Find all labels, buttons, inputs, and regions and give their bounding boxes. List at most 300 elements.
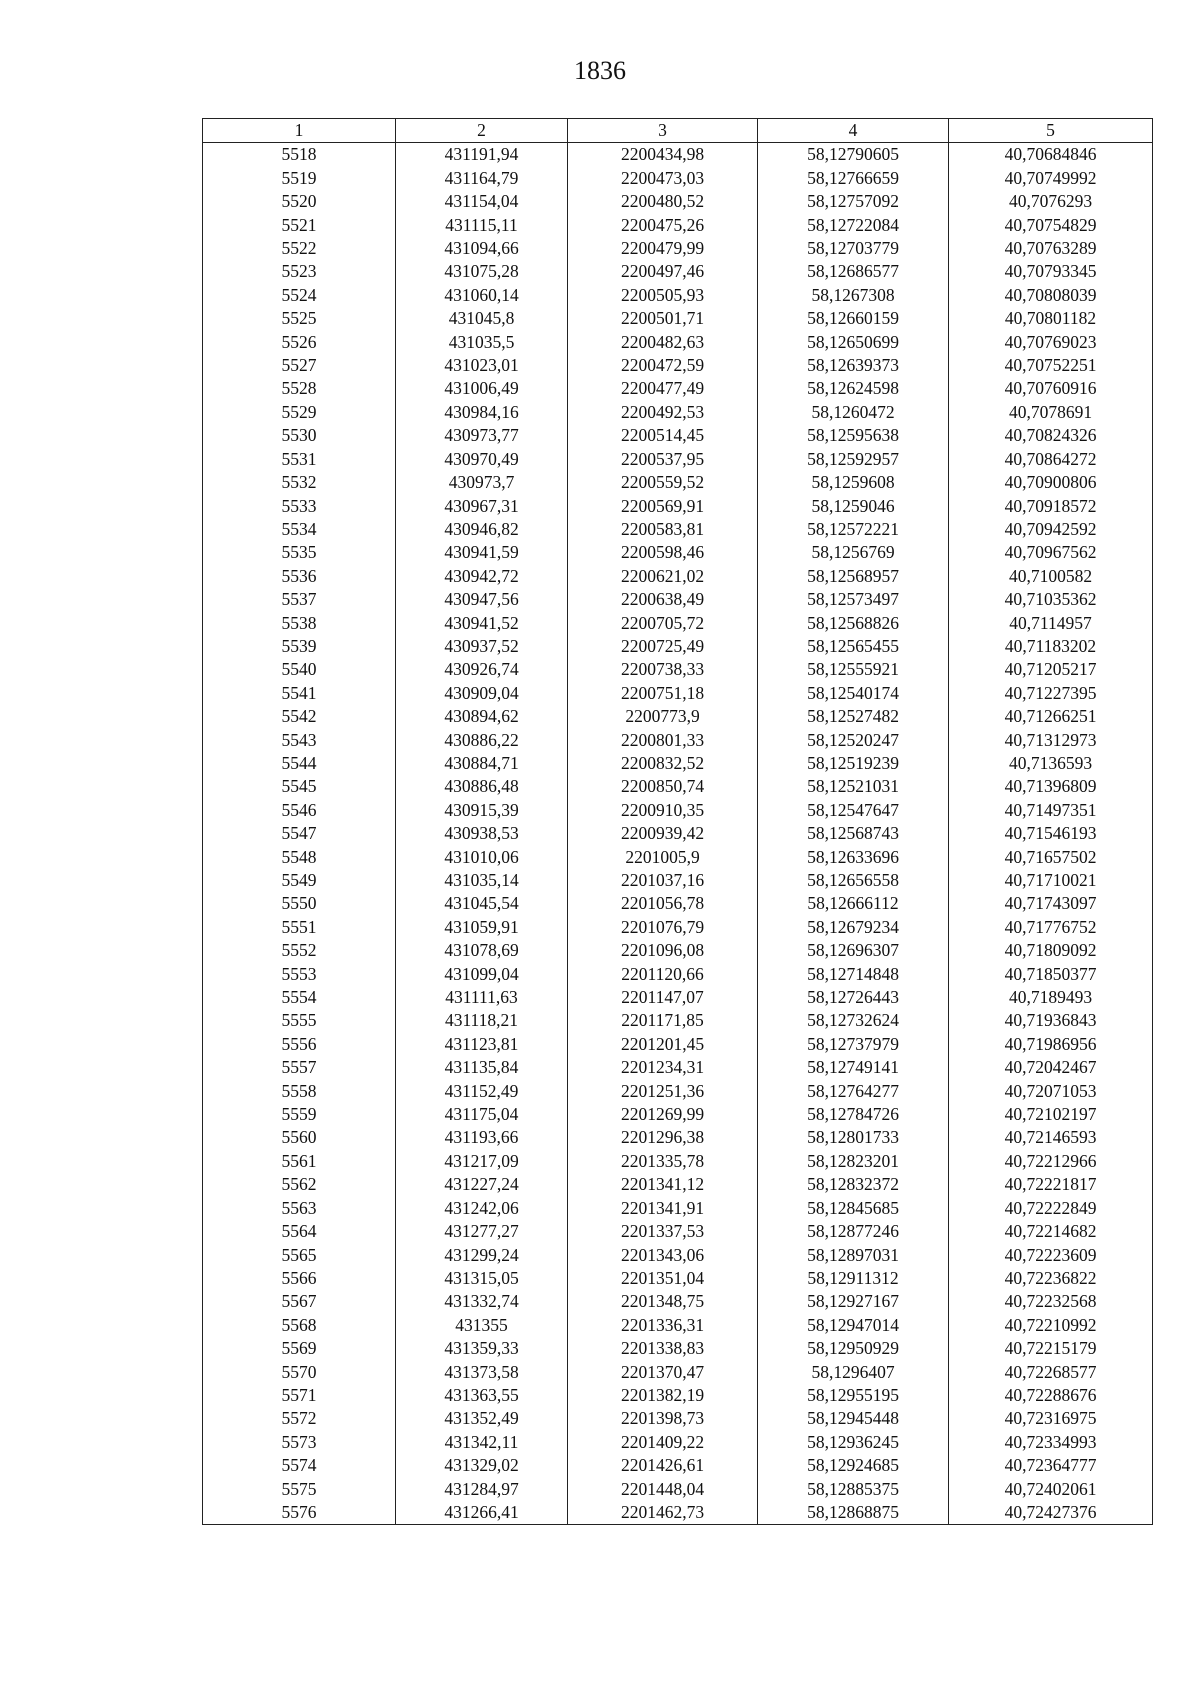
coordinates-table	[202, 118, 1153, 1525]
latitude-cell: 58,1296407	[758, 1361, 949, 1384]
longitude-cell: 40,70801182	[949, 307, 1153, 330]
table-row	[203, 869, 1153, 892]
longitude-cell: 40,71936843	[949, 1009, 1153, 1032]
point-number-cell: 5551	[203, 916, 396, 939]
latitude-cell: 58,12877246	[758, 1220, 949, 1243]
longitude-cell: 40,71546193	[949, 822, 1153, 845]
y-coordinate-cell: 2201338,83	[568, 1337, 758, 1360]
point-number-cell: 5531	[203, 448, 396, 471]
y-coordinate-cell: 2201348,75	[568, 1290, 758, 1313]
y-coordinate-cell: 2201370,47	[568, 1361, 758, 1384]
longitude-cell: 40,70760916	[949, 377, 1153, 400]
y-coordinate-cell: 2201147,07	[568, 986, 758, 1009]
x-coordinate-cell: 431266,41	[396, 1501, 568, 1525]
longitude-cell: 40,71986956	[949, 1033, 1153, 1056]
table-row	[203, 1314, 1153, 1337]
point-number-cell: 5552	[203, 939, 396, 962]
table-row	[203, 1384, 1153, 1407]
y-coordinate-cell: 2200598,46	[568, 541, 758, 564]
longitude-cell: 40,70763289	[949, 237, 1153, 260]
point-number-cell: 5559	[203, 1103, 396, 1126]
longitude-cell: 40,71809092	[949, 939, 1153, 962]
latitude-cell: 58,12790605	[758, 143, 949, 167]
point-number-cell: 5572	[203, 1407, 396, 1430]
latitude-cell: 58,12573497	[758, 588, 949, 611]
x-coordinate-cell: 430886,22	[396, 729, 568, 752]
y-coordinate-cell: 2201398,73	[568, 1407, 758, 1430]
x-coordinate-cell: 431035,14	[396, 869, 568, 892]
latitude-cell: 58,1259608	[758, 471, 949, 494]
latitude-cell: 58,12568957	[758, 565, 949, 588]
latitude-cell: 58,12666112	[758, 892, 949, 915]
y-coordinate-cell: 2201296,38	[568, 1126, 758, 1149]
table-row	[203, 448, 1153, 471]
longitude-cell: 40,72042467	[949, 1056, 1153, 1079]
point-number-cell: 5564	[203, 1220, 396, 1243]
point-number-cell: 5525	[203, 307, 396, 330]
y-coordinate-cell: 2200910,35	[568, 799, 758, 822]
y-coordinate-cell: 2200621,02	[568, 565, 758, 588]
point-number-cell: 5540	[203, 658, 396, 681]
longitude-cell: 40,71205217	[949, 658, 1153, 681]
latitude-cell: 58,12845685	[758, 1197, 949, 1220]
latitude-cell: 58,12540174	[758, 682, 949, 705]
longitude-cell: 40,72222849	[949, 1197, 1153, 1220]
y-coordinate-cell: 2200472,59	[568, 354, 758, 377]
point-number-cell: 5527	[203, 354, 396, 377]
longitude-cell: 40,7078691	[949, 401, 1153, 424]
point-number-cell: 5536	[203, 565, 396, 588]
table-row	[203, 1033, 1153, 1056]
y-coordinate-cell: 2201234,31	[568, 1056, 758, 1079]
table-row	[203, 1220, 1153, 1243]
point-number-cell: 5543	[203, 729, 396, 752]
longitude-cell: 40,7114957	[949, 612, 1153, 635]
table-row	[203, 1080, 1153, 1103]
longitude-cell: 40,71312973	[949, 729, 1153, 752]
point-number-cell: 5555	[203, 1009, 396, 1032]
latitude-cell: 58,12520247	[758, 729, 949, 752]
column-header-2: 2	[396, 119, 568, 143]
latitude-cell: 58,12732624	[758, 1009, 949, 1032]
y-coordinate-cell: 2201462,73	[568, 1501, 758, 1525]
y-coordinate-cell: 2201005,9	[568, 846, 758, 869]
x-coordinate-cell: 431006,49	[396, 377, 568, 400]
x-coordinate-cell: 431217,09	[396, 1150, 568, 1173]
latitude-cell: 58,12749141	[758, 1056, 949, 1079]
y-coordinate-cell: 2201120,66	[568, 963, 758, 986]
x-coordinate-cell: 431135,84	[396, 1056, 568, 1079]
table-row	[203, 963, 1153, 986]
table-row	[203, 682, 1153, 705]
x-coordinate-cell: 431191,94	[396, 143, 568, 167]
longitude-cell: 40,70752251	[949, 354, 1153, 377]
longitude-cell: 40,70808039	[949, 284, 1153, 307]
y-coordinate-cell: 2201409,22	[568, 1431, 758, 1454]
point-number-cell: 5573	[203, 1431, 396, 1454]
point-number-cell: 5548	[203, 846, 396, 869]
point-number-cell: 5562	[203, 1173, 396, 1196]
y-coordinate-cell: 2201251,36	[568, 1080, 758, 1103]
latitude-cell: 58,12764277	[758, 1080, 949, 1103]
longitude-cell: 40,70793345	[949, 260, 1153, 283]
point-number-cell: 5532	[203, 471, 396, 494]
y-coordinate-cell: 2200773,9	[568, 705, 758, 728]
latitude-cell: 58,12927167	[758, 1290, 949, 1313]
x-coordinate-cell: 430884,71	[396, 752, 568, 775]
latitude-cell: 58,12527482	[758, 705, 949, 728]
point-number-cell: 5546	[203, 799, 396, 822]
x-coordinate-cell: 430941,52	[396, 612, 568, 635]
longitude-cell: 40,70864272	[949, 448, 1153, 471]
y-coordinate-cell: 2201037,16	[568, 869, 758, 892]
table-row	[203, 799, 1153, 822]
x-coordinate-cell: 431045,54	[396, 892, 568, 915]
y-coordinate-cell: 2200505,93	[568, 284, 758, 307]
latitude-cell: 58,1267308	[758, 284, 949, 307]
table-row	[203, 916, 1153, 939]
longitude-cell: 40,71227395	[949, 682, 1153, 705]
latitude-cell: 58,12650699	[758, 331, 949, 354]
latitude-cell: 58,12656558	[758, 869, 949, 892]
y-coordinate-cell: 2200537,95	[568, 448, 758, 471]
latitude-cell: 58,12766659	[758, 167, 949, 190]
y-coordinate-cell: 2200638,49	[568, 588, 758, 611]
latitude-cell: 58,12955195	[758, 1384, 949, 1407]
table-row	[203, 1009, 1153, 1032]
point-number-cell: 5567	[203, 1290, 396, 1313]
table-row	[203, 518, 1153, 541]
longitude-cell: 40,7100582	[949, 565, 1153, 588]
x-coordinate-cell: 431045,8	[396, 307, 568, 330]
x-coordinate-cell: 431355	[396, 1314, 568, 1337]
longitude-cell: 40,72236822	[949, 1267, 1153, 1290]
latitude-cell: 58,12572221	[758, 518, 949, 541]
point-number-cell: 5533	[203, 495, 396, 518]
x-coordinate-cell: 431342,11	[396, 1431, 568, 1454]
table-row	[203, 565, 1153, 588]
x-coordinate-cell: 431277,27	[396, 1220, 568, 1243]
point-number-cell: 5519	[203, 167, 396, 190]
latitude-cell: 58,12868875	[758, 1501, 949, 1525]
latitude-cell: 58,12945448	[758, 1407, 949, 1430]
longitude-cell: 40,70967562	[949, 541, 1153, 564]
table-row	[203, 190, 1153, 213]
point-number-cell: 5560	[203, 1126, 396, 1149]
column-header-4: 4	[758, 119, 949, 143]
point-number-cell: 5576	[203, 1501, 396, 1525]
table-row	[203, 167, 1153, 190]
table-row	[203, 939, 1153, 962]
latitude-cell: 58,1260472	[758, 401, 949, 424]
y-coordinate-cell: 2200501,71	[568, 307, 758, 330]
y-coordinate-cell: 2200738,33	[568, 658, 758, 681]
longitude-cell: 40,71657502	[949, 846, 1153, 869]
point-number-cell: 5568	[203, 1314, 396, 1337]
x-coordinate-cell: 431359,33	[396, 1337, 568, 1360]
longitude-cell: 40,72221817	[949, 1173, 1153, 1196]
latitude-cell: 58,12568743	[758, 822, 949, 845]
longitude-cell: 40,71396809	[949, 775, 1153, 798]
longitude-cell: 40,7189493	[949, 986, 1153, 1009]
point-number-cell: 5569	[203, 1337, 396, 1360]
table-row	[203, 401, 1153, 424]
latitude-cell: 58,12722084	[758, 214, 949, 237]
x-coordinate-cell: 431193,66	[396, 1126, 568, 1149]
latitude-cell: 58,12784726	[758, 1103, 949, 1126]
point-number-cell: 5541	[203, 682, 396, 705]
table-row	[203, 1173, 1153, 1196]
longitude-cell: 40,70942592	[949, 518, 1153, 541]
point-number-cell: 5574	[203, 1454, 396, 1477]
latitude-cell: 58,12686577	[758, 260, 949, 283]
y-coordinate-cell: 2200514,45	[568, 424, 758, 447]
x-coordinate-cell: 431332,74	[396, 1290, 568, 1313]
latitude-cell: 58,12547647	[758, 799, 949, 822]
table-body	[203, 143, 1153, 1525]
latitude-cell: 58,12633696	[758, 846, 949, 869]
table-row	[203, 1290, 1153, 1313]
table-row	[203, 892, 1153, 915]
longitude-cell: 40,71710021	[949, 869, 1153, 892]
y-coordinate-cell: 2201336,31	[568, 1314, 758, 1337]
point-number-cell: 5528	[203, 377, 396, 400]
table-row	[203, 237, 1153, 260]
point-number-cell: 5571	[203, 1384, 396, 1407]
table-row	[203, 612, 1153, 635]
longitude-cell: 40,70684846	[949, 143, 1153, 167]
point-number-cell: 5557	[203, 1056, 396, 1079]
table-row	[203, 658, 1153, 681]
latitude-cell: 58,12568826	[758, 612, 949, 635]
point-number-cell: 5565	[203, 1244, 396, 1267]
x-coordinate-cell: 431115,11	[396, 214, 568, 237]
longitude-cell: 40,72071053	[949, 1080, 1153, 1103]
point-number-cell: 5561	[203, 1150, 396, 1173]
latitude-cell: 58,12679234	[758, 916, 949, 939]
point-number-cell: 5529	[203, 401, 396, 424]
table-header	[203, 119, 1153, 143]
y-coordinate-cell: 2200497,46	[568, 260, 758, 283]
longitude-cell: 40,7076293	[949, 190, 1153, 213]
x-coordinate-cell: 431111,63	[396, 986, 568, 1009]
table-row	[203, 1361, 1153, 1384]
latitude-cell: 58,12950929	[758, 1337, 949, 1360]
y-coordinate-cell: 2201096,08	[568, 939, 758, 962]
x-coordinate-cell: 431099,04	[396, 963, 568, 986]
point-number-cell: 5550	[203, 892, 396, 915]
x-coordinate-cell: 431175,04	[396, 1103, 568, 1126]
table-row	[203, 1478, 1153, 1501]
y-coordinate-cell: 2200477,49	[568, 377, 758, 400]
longitude-cell: 40,70769023	[949, 331, 1153, 354]
point-number-cell: 5547	[203, 822, 396, 845]
table-row	[203, 1150, 1153, 1173]
latitude-cell: 58,1259046	[758, 495, 949, 518]
x-coordinate-cell: 430970,49	[396, 448, 568, 471]
table-row	[203, 214, 1153, 237]
x-coordinate-cell: 431075,28	[396, 260, 568, 283]
y-coordinate-cell: 2201171,85	[568, 1009, 758, 1032]
longitude-cell: 40,70749992	[949, 167, 1153, 190]
table-row	[203, 471, 1153, 494]
x-coordinate-cell: 431094,66	[396, 237, 568, 260]
longitude-cell: 40,72402061	[949, 1478, 1153, 1501]
table-row	[203, 541, 1153, 564]
latitude-cell: 58,12801733	[758, 1126, 949, 1149]
latitude-cell: 58,12660159	[758, 307, 949, 330]
latitude-cell: 58,12624598	[758, 377, 949, 400]
table-row	[203, 377, 1153, 400]
x-coordinate-cell: 430886,48	[396, 775, 568, 798]
y-coordinate-cell: 2200751,18	[568, 682, 758, 705]
y-coordinate-cell: 2200725,49	[568, 635, 758, 658]
table-row	[203, 143, 1153, 167]
point-number-cell: 5558	[203, 1080, 396, 1103]
column-header-1: 1	[203, 119, 396, 143]
longitude-cell: 40,72210992	[949, 1314, 1153, 1337]
y-coordinate-cell: 2200492,53	[568, 401, 758, 424]
point-number-cell: 5535	[203, 541, 396, 564]
longitude-cell: 40,70918572	[949, 495, 1153, 518]
x-coordinate-cell: 430984,16	[396, 401, 568, 424]
table-row	[203, 1056, 1153, 1079]
x-coordinate-cell: 430937,52	[396, 635, 568, 658]
column-header-3: 3	[568, 119, 758, 143]
x-coordinate-cell: 431152,49	[396, 1080, 568, 1103]
y-coordinate-cell: 2201351,04	[568, 1267, 758, 1290]
longitude-cell: 40,71035362	[949, 588, 1153, 611]
x-coordinate-cell: 431078,69	[396, 939, 568, 962]
longitude-cell: 40,70824326	[949, 424, 1153, 447]
y-coordinate-cell: 2200479,99	[568, 237, 758, 260]
point-number-cell: 5537	[203, 588, 396, 611]
point-number-cell: 5526	[203, 331, 396, 354]
y-coordinate-cell: 2200832,52	[568, 752, 758, 775]
table-row	[203, 331, 1153, 354]
latitude-cell: 58,12703779	[758, 237, 949, 260]
latitude-cell: 58,12592957	[758, 448, 949, 471]
longitude-cell: 40,72215179	[949, 1337, 1153, 1360]
y-coordinate-cell: 2200705,72	[568, 612, 758, 635]
point-number-cell: 5544	[203, 752, 396, 775]
table-row	[203, 1197, 1153, 1220]
y-coordinate-cell: 2200583,81	[568, 518, 758, 541]
table-row	[203, 1431, 1153, 1454]
latitude-cell: 58,12911312	[758, 1267, 949, 1290]
latitude-cell: 58,12726443	[758, 986, 949, 1009]
point-number-cell: 5521	[203, 214, 396, 237]
point-number-cell: 5545	[203, 775, 396, 798]
longitude-cell: 40,71776752	[949, 916, 1153, 939]
point-number-cell: 5553	[203, 963, 396, 986]
point-number-cell: 5522	[203, 237, 396, 260]
latitude-cell: 58,12897031	[758, 1244, 949, 1267]
point-number-cell: 5530	[203, 424, 396, 447]
longitude-cell: 40,71266251	[949, 705, 1153, 728]
latitude-cell: 58,12924685	[758, 1454, 949, 1477]
longitude-cell: 40,72102197	[949, 1103, 1153, 1126]
point-number-cell: 5563	[203, 1197, 396, 1220]
latitude-cell: 58,12555921	[758, 658, 949, 681]
point-number-cell: 5539	[203, 635, 396, 658]
y-coordinate-cell: 2201335,78	[568, 1150, 758, 1173]
y-coordinate-cell: 2201448,04	[568, 1478, 758, 1501]
longitude-cell: 40,72334993	[949, 1431, 1153, 1454]
latitude-cell: 58,1256769	[758, 541, 949, 564]
longitude-cell: 40,70900806	[949, 471, 1153, 494]
y-coordinate-cell: 2201337,53	[568, 1220, 758, 1243]
point-number-cell: 5534	[203, 518, 396, 541]
table-row	[203, 307, 1153, 330]
point-number-cell: 5554	[203, 986, 396, 1009]
x-coordinate-cell: 430942,72	[396, 565, 568, 588]
x-coordinate-cell: 430967,31	[396, 495, 568, 518]
longitude-cell: 40,72288676	[949, 1384, 1153, 1407]
y-coordinate-cell: 2200939,42	[568, 822, 758, 845]
x-coordinate-cell: 431060,14	[396, 284, 568, 307]
x-coordinate-cell: 430894,62	[396, 705, 568, 728]
x-coordinate-cell: 430941,59	[396, 541, 568, 564]
table-row	[203, 1126, 1153, 1149]
point-number-cell: 5524	[203, 284, 396, 307]
table-row	[203, 846, 1153, 869]
point-number-cell: 5556	[203, 1033, 396, 1056]
latitude-cell: 58,12696307	[758, 939, 949, 962]
y-coordinate-cell: 2200569,91	[568, 495, 758, 518]
latitude-cell: 58,12823201	[758, 1150, 949, 1173]
longitude-cell: 40,72268577	[949, 1361, 1153, 1384]
x-coordinate-cell: 431154,04	[396, 190, 568, 213]
table-row	[203, 729, 1153, 752]
x-coordinate-cell: 430938,53	[396, 822, 568, 845]
table-row	[203, 635, 1153, 658]
y-coordinate-cell: 2201341,91	[568, 1197, 758, 1220]
table-row	[203, 1244, 1153, 1267]
longitude-cell: 40,71183202	[949, 635, 1153, 658]
y-coordinate-cell: 2201056,78	[568, 892, 758, 915]
table-row	[203, 260, 1153, 283]
x-coordinate-cell: 431242,06	[396, 1197, 568, 1220]
x-coordinate-cell: 431352,49	[396, 1407, 568, 1430]
longitude-cell: 40,72316975	[949, 1407, 1153, 1430]
table-row	[203, 1267, 1153, 1290]
x-coordinate-cell: 431164,79	[396, 167, 568, 190]
longitude-cell: 40,72214682	[949, 1220, 1153, 1243]
table-row	[203, 354, 1153, 377]
x-coordinate-cell: 431123,81	[396, 1033, 568, 1056]
x-coordinate-cell: 431035,5	[396, 331, 568, 354]
longitude-cell: 40,72427376	[949, 1501, 1153, 1525]
x-coordinate-cell: 431299,24	[396, 1244, 568, 1267]
y-coordinate-cell: 2200473,03	[568, 167, 758, 190]
longitude-cell: 40,71850377	[949, 963, 1153, 986]
y-coordinate-cell: 2200801,33	[568, 729, 758, 752]
longitude-cell: 40,72212966	[949, 1150, 1153, 1173]
y-coordinate-cell: 2201343,06	[568, 1244, 758, 1267]
header-row	[203, 119, 1153, 143]
latitude-cell: 58,12519239	[758, 752, 949, 775]
y-coordinate-cell: 2201426,61	[568, 1454, 758, 1477]
point-number-cell: 5549	[203, 869, 396, 892]
table-row	[203, 1407, 1153, 1430]
table-row	[203, 495, 1153, 518]
y-coordinate-cell: 2201076,79	[568, 916, 758, 939]
column-header-5: 5	[949, 119, 1153, 143]
x-coordinate-cell: 430973,77	[396, 424, 568, 447]
table-row	[203, 705, 1153, 728]
y-coordinate-cell: 2200559,52	[568, 471, 758, 494]
